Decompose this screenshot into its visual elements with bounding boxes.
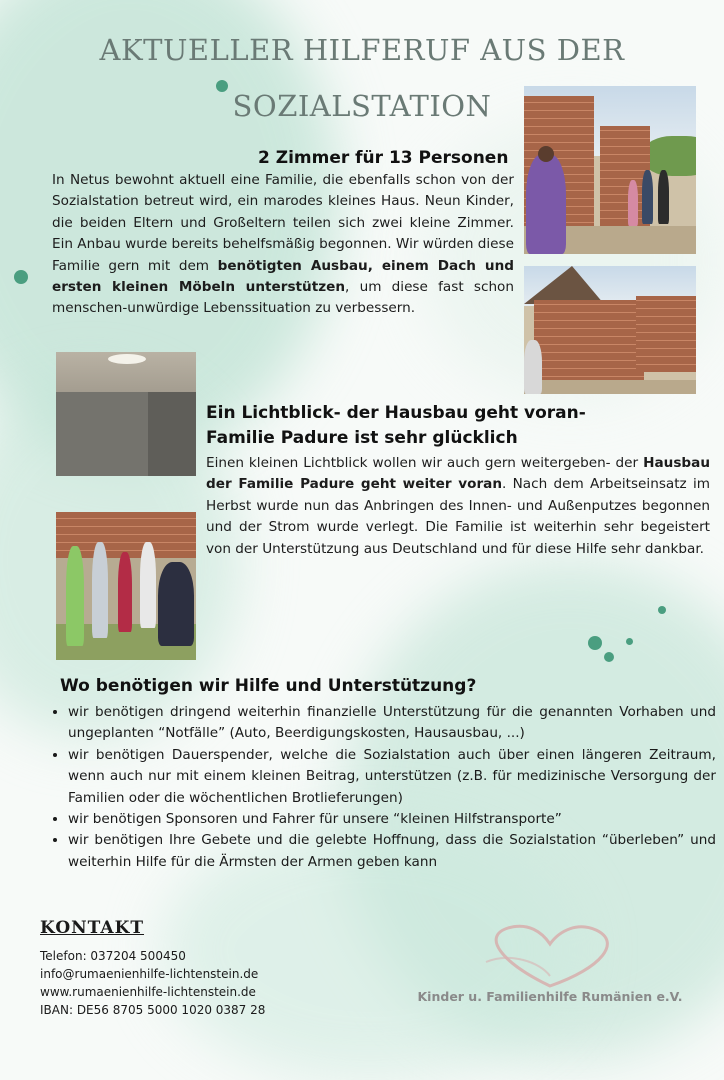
section2-text bbox=[206, 453, 710, 560]
section2-text-bold: Hausbau der Familie Padure geht weiter voran bbox=[206, 455, 710, 493]
contact-iban: IBAN: DE56 8705 5000 1020 0387 28 bbox=[40, 1003, 266, 1017]
paint-dot bbox=[14, 270, 28, 284]
list-item: • wir benötigen Sponsoren und Fahrer für unsere “kleinen Hilfstransporte” bbox=[68, 809, 716, 830]
contact-heading: KONTAKT bbox=[40, 918, 145, 938]
list-item: • wir benötigen dringend weiterhin finanzielle Unterstützung für die genannten Vorhaben und ungeplanten “Notfälle” (Auto, Beerdigungskosten, Hausausbau, ...) bbox=[68, 702, 716, 745]
list-item: • wir benötigen Ihre Gebete und die gelebte Hoffnung, dass die Sozialstation “überleben” und weiterhin Hilfe für die Ärmsten der Armen geben kann bbox=[68, 830, 716, 873]
section2-text-part2: . Nach dem Arbeitseinsatz im Herbst wurde nun das Anbringen des Innen- und Außenputzes begonnen und der Strom wurde verlegt. Die Familie ist weiterhin sehr begeistert von der Unterstützung aus Deutschland und für diese Hilfe sehr dankbar. bbox=[206, 476, 710, 557]
section1-text-bold: benötigten Ausbau, einem Dach und ersten kleinen Möbeln unterstützen bbox=[52, 257, 514, 296]
section1-heading: 2 Zimmer für 13 Personen bbox=[258, 148, 509, 168]
photo-brick-walls bbox=[524, 266, 696, 394]
heart-outline-icon bbox=[400, 922, 700, 992]
section1-text-part2: , um diese fast schon menschen-unwürdige Lebenssituation zu verbessern. bbox=[52, 279, 514, 317]
photo-children-yard bbox=[56, 512, 196, 660]
logo-text: Kinder u. Familienhilfe Rumänien e.V. bbox=[417, 989, 683, 1004]
section1-text-part1: In Netus bewohnt aktuell eine Familie, die ebenfalls schon von der Sozialstation betreut wird, ein marodes kleines Haus. Neun Kinder, die beiden Eltern und Großeltern teilen sich zwei kleine Zimmer. Ein Anbau wurde bereits behelfsmäßig begonnen. Wir würden diese Familie gern mit dem bbox=[52, 172, 514, 274]
list-item: • wir benötigen Dauerspender, welche die Sozialstation auch über einen längeren Zeitraum, wenn auch nur mit einem kleinen Beitrag, unterstützen (z.B. für medizinische Versorgung der Familien oder die wöchentlichen Brotlieferungen) bbox=[68, 745, 716, 809]
section1-text bbox=[52, 170, 514, 320]
contact-email[interactable]: info@rumaenienhilfe-lichtenstein.de bbox=[40, 967, 259, 981]
paint-dot bbox=[604, 652, 614, 662]
help-list bbox=[52, 702, 716, 873]
contact-phone: Telefon: 037204 500450 bbox=[40, 949, 186, 963]
photo-brick-ruin-people bbox=[524, 86, 696, 254]
paint-dot bbox=[626, 638, 633, 645]
organization-logo bbox=[400, 922, 700, 1012]
section2-heading-line2: Familie Padure ist sehr glücklich bbox=[206, 428, 518, 448]
contact-website[interactable]: www.rumaenienhilfe-lichtenstein.de bbox=[40, 985, 256, 999]
section3-heading: Wo benötigen wir Hilfe und Unterstützung? bbox=[60, 676, 477, 696]
page-title: AKTUELLER HILFERUF AUS DER SOZIALSTATION bbox=[99, 33, 625, 123]
section2-heading-line1: Ein Lichtblick- der Hausbau geht voran- bbox=[206, 403, 586, 423]
paint-dot bbox=[658, 606, 666, 614]
photo-interior-plaster bbox=[56, 352, 196, 476]
paint-dot bbox=[588, 636, 602, 650]
section2-text-part1: Einen kleinen Lichtblick wollen wir auch gern weitergeben- der bbox=[206, 455, 644, 471]
